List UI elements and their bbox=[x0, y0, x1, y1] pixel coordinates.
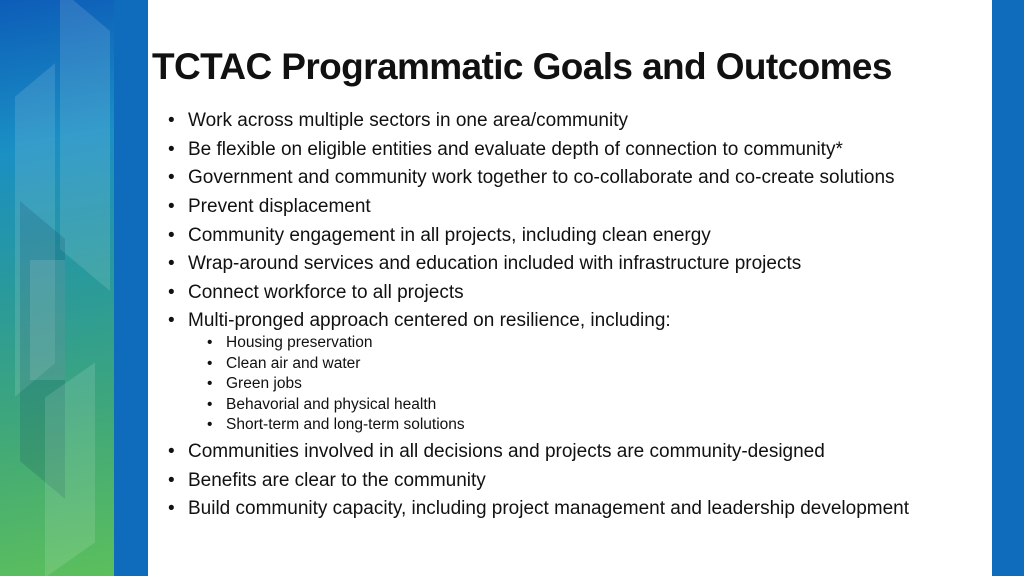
bullet-icon: • bbox=[168, 110, 175, 131]
sub-bullet-item bbox=[207, 374, 302, 394]
bullet-icon: • bbox=[168, 441, 175, 462]
bullet-item bbox=[168, 111, 628, 131]
bullet-text: Community engagement in all projects, including clean energy bbox=[188, 225, 711, 246]
bullet-icon: • bbox=[207, 416, 213, 433]
sub-bullet-item bbox=[207, 354, 360, 374]
bullet-text: Prevent displacement bbox=[188, 196, 371, 217]
bullet-text: Connect workforce to all projects bbox=[188, 282, 464, 303]
bullet-icon: • bbox=[168, 253, 175, 274]
bullet-icon: • bbox=[168, 310, 175, 331]
bullet-text: Benefits are clear to the community bbox=[188, 470, 486, 491]
bullet-text: Housing preservation bbox=[226, 334, 373, 351]
bullet-item bbox=[168, 471, 486, 491]
bullet-text: Be flexible on eligible entities and evaluate depth of connection to community* bbox=[188, 139, 843, 160]
bullet-item bbox=[168, 140, 843, 160]
bullet-text: Communities involved in all decisions and projects are community-designed bbox=[188, 441, 825, 462]
bullet-icon: • bbox=[207, 355, 213, 372]
bullet-icon: • bbox=[207, 334, 213, 351]
bullet-text: Multi-pronged approach centered on resilience, including: bbox=[188, 310, 671, 331]
bullet-icon: • bbox=[168, 167, 175, 188]
bullet-icon: • bbox=[168, 225, 175, 246]
slide-title: TCTAC Programmatic Goals and Outcomes bbox=[152, 46, 892, 87]
bullet-icon: • bbox=[168, 196, 175, 217]
bullet-text: Green jobs bbox=[226, 375, 302, 392]
bullet-item bbox=[168, 311, 671, 331]
bullet-text: Behavorial and physical health bbox=[226, 396, 437, 413]
bullet-text: Work across multiple sectors in one area/community bbox=[188, 110, 628, 131]
bullet-icon: • bbox=[168, 282, 175, 303]
right-accent-bar bbox=[992, 0, 1024, 576]
decorative-gradient-panel bbox=[0, 0, 114, 576]
bullet-item bbox=[168, 442, 825, 462]
bullet-icon: • bbox=[207, 396, 213, 413]
bullet-icon: • bbox=[207, 375, 213, 392]
bullet-icon: • bbox=[168, 139, 175, 160]
bullet-item bbox=[168, 254, 801, 274]
bullet-item bbox=[168, 283, 464, 303]
sub-bullet-item bbox=[207, 415, 465, 435]
bullet-text: Government and community work together to co-collaborate and co-create solutions bbox=[188, 167, 895, 188]
bullet-text: Clean air and water bbox=[226, 355, 361, 372]
bullet-text: Wrap-around services and education included with infrastructure projects bbox=[188, 253, 802, 274]
bullet-item bbox=[168, 226, 711, 246]
sub-bullet-item bbox=[207, 333, 372, 353]
bullet-item bbox=[168, 168, 895, 188]
bullet-icon: • bbox=[168, 470, 175, 491]
bullet-item bbox=[168, 197, 371, 217]
bullet-item bbox=[168, 499, 909, 519]
bullet-text: Build community capacity, including project management and leadership development bbox=[188, 498, 909, 519]
left-accent-bar bbox=[114, 0, 148, 576]
sub-bullet-item bbox=[207, 395, 436, 415]
bullet-text: Short-term and long-term solutions bbox=[226, 416, 465, 433]
bullet-icon: • bbox=[168, 498, 175, 519]
